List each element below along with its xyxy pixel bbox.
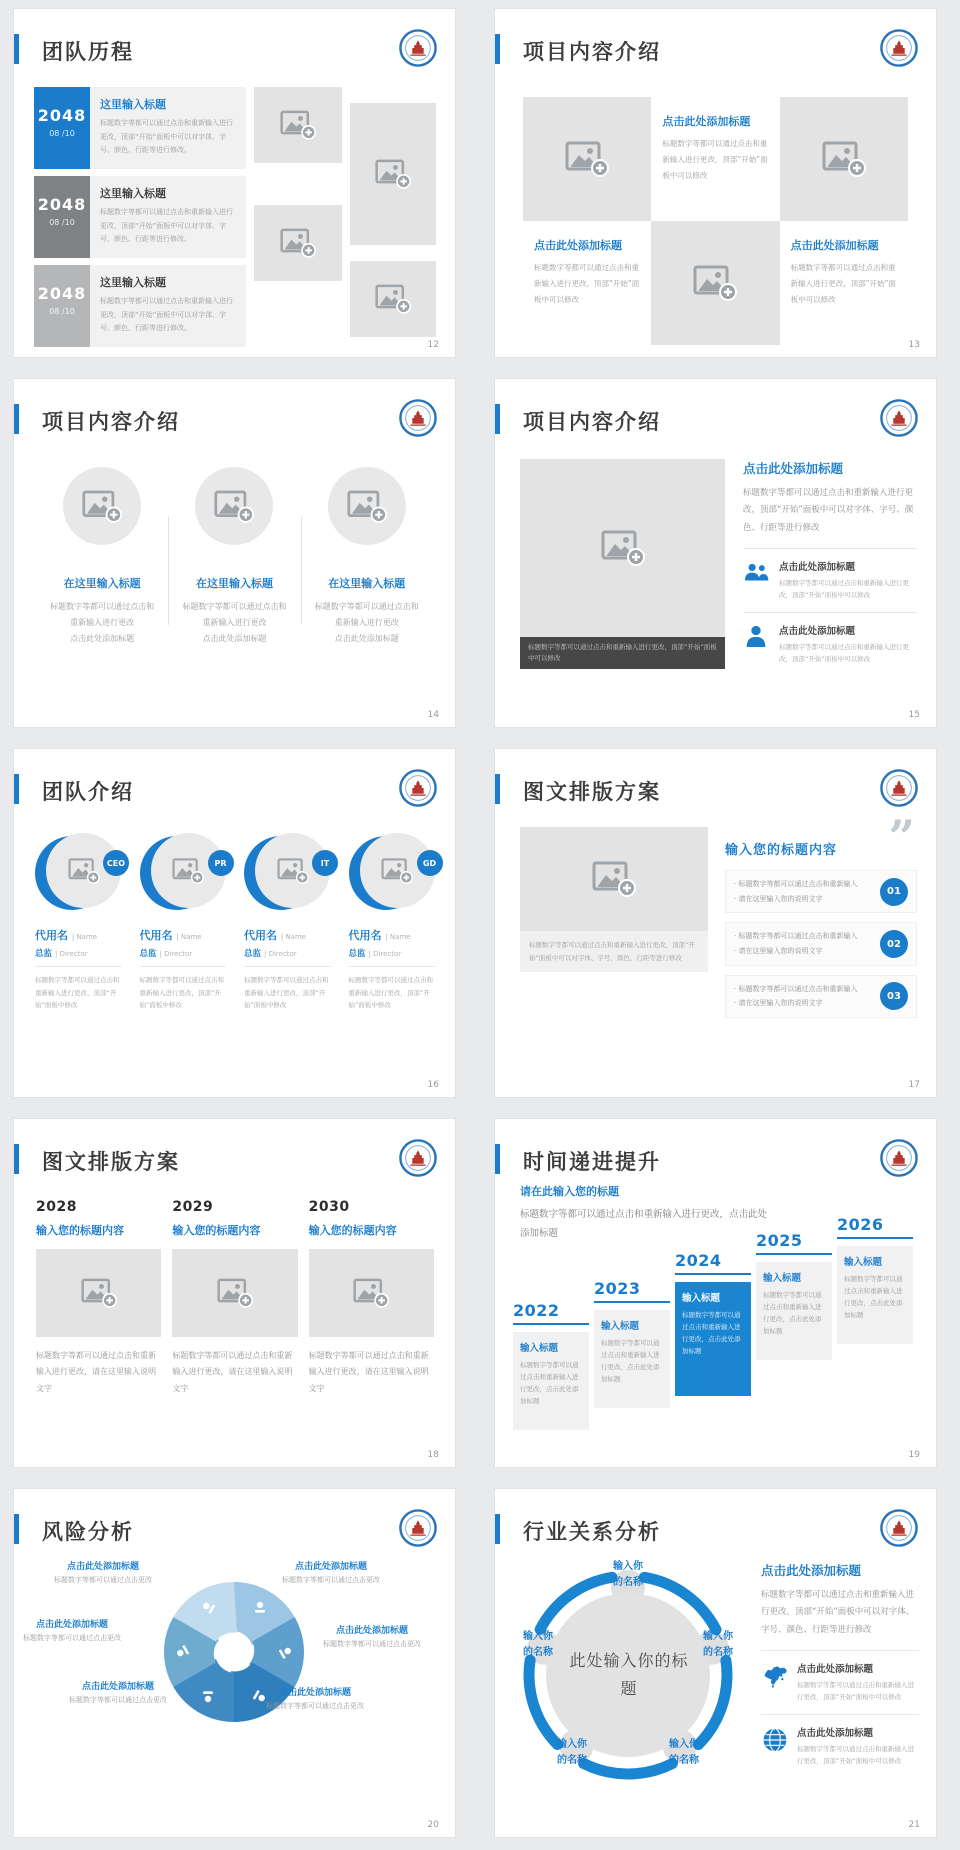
page-number: 12: [427, 340, 439, 350]
image-with-caption: [520, 827, 708, 972]
image-placeholder-icon: [601, 530, 645, 566]
risk-label-heading: 点击此处添加标题: [66, 1562, 139, 1572]
accent-bar: [14, 1514, 19, 1544]
image-placeholder: [172, 1249, 297, 1337]
member-card: [26, 833, 131, 1012]
circle-column: [168, 467, 300, 647]
page-number: 19: [908, 1450, 920, 1460]
image-placeholder-icon: [280, 110, 316, 140]
slide-title: 项目内容介绍: [523, 40, 661, 64]
image-placeholder: [520, 459, 725, 637]
image-placeholder: [254, 205, 342, 281]
image-placeholder-circle: [328, 467, 406, 545]
member-body: 标题数字等都可以通过点击和重新输入进行更改，顶部“开始”面板中修改: [139, 976, 224, 1010]
step-heading: 输入标题: [601, 1321, 640, 1332]
image-placeholder-icon: [217, 1278, 253, 1308]
image-placeholder: [309, 1249, 434, 1337]
circle-column: [301, 467, 433, 647]
timeline-year: 2048: [37, 195, 87, 214]
icon-item-body: 标题数字等都可以通过点击和重新输入进行更改，顶部“开始”面板中可以修改: [797, 1745, 914, 1766]
column-heading: 在这里输入标题: [195, 577, 273, 590]
wheel-petal-label: 输入你的名称: [523, 1631, 553, 1658]
cell-heading: 点击此处添加标题: [662, 115, 751, 128]
school-logo-icon: [399, 1139, 437, 1177]
column-body-line1: 标题数字等都可以通过点击和重新输入进行更改: [182, 602, 287, 627]
timeline-step: [756, 1231, 832, 1360]
year-columns: [36, 1199, 434, 1397]
image-placeholder-icon: [565, 141, 609, 177]
accent-bar: [495, 1514, 500, 1544]
cell-body: 标题数字等都可以通过点击和重新输入进行更改，顶部“开始”面板中可以修改: [534, 263, 640, 304]
member-avatar: [349, 833, 435, 915]
member-card: [235, 833, 340, 1012]
china-map-icon: [761, 1661, 797, 1703]
icon-item-heading: 点击此处添加标题: [797, 1728, 874, 1740]
wheel-center-title: 此处输入你的标题: [569, 1651, 689, 1698]
image-placeholder-icon: [592, 861, 636, 897]
step-year: 2025: [756, 1231, 832, 1255]
cell-body: 标题数字等都可以通过点击和重新输入进行更改，顶部“开始”面板中可以修改: [790, 263, 896, 304]
slide-title: 项目内容介绍: [42, 410, 180, 434]
timeline-date: 08 /10: [49, 129, 75, 138]
bullet-line: · 标题数字等都可以通过点击和重新输入: [734, 880, 858, 888]
member-avatar: [35, 833, 126, 915]
image-placeholder: [254, 87, 342, 163]
image-placeholder: [523, 97, 651, 221]
timeline-row: [34, 176, 246, 258]
intro-heading: 请在此输入您的标题: [520, 1185, 619, 1198]
icon-item-heading: 点击此处添加标题: [779, 626, 856, 638]
wheel-petal-label: 输入你的名称: [669, 1739, 699, 1766]
risk-label: [58, 1679, 178, 1705]
vertical-divider: [168, 517, 169, 625]
member-role-en: | Director: [368, 950, 402, 958]
detail-body: 标题数字等都可以通过点击和重新输入进行更改，顶部“开始”面板中可以对字体、字号、颜色、行距等进行修改: [743, 488, 914, 533]
role-badge: PR: [208, 850, 234, 876]
risk-label-body: 标题数字等都可以通过点击更改: [69, 1696, 167, 1704]
column-heading: 在这里输入标题: [328, 577, 406, 590]
timeline-heading: 这里输入标题: [100, 276, 166, 289]
page-number: 15: [908, 710, 920, 720]
timeline-step: [513, 1301, 589, 1430]
slide-title: 风险分析: [42, 1520, 134, 1544]
circle-column: [36, 467, 168, 647]
page-number: 16: [427, 1080, 439, 1090]
member-role-en: | Director: [54, 950, 88, 958]
page-number: 21: [908, 1820, 920, 1830]
column-body-line1: 标题数字等都可以通过点击和重新输入进行更改: [314, 602, 419, 627]
page-number: 14: [427, 710, 439, 720]
cell-heading: 点击此处添加标题: [790, 239, 879, 252]
number-badge: 02: [880, 930, 908, 958]
member-name: [244, 927, 331, 943]
slide-layout-numbered[interactable]: [495, 749, 936, 1097]
icon-item-heading: 点击此处添加标题: [779, 562, 856, 574]
timeline-body: 标题数字等都可以通过点击和重新输入进行更改，顶部“开始”面板中可以对字体、字号、颜色、行距等进行修改。: [100, 208, 233, 244]
step-card: [594, 1310, 670, 1408]
image-placeholder: [350, 103, 436, 245]
accent-bar: [14, 1144, 19, 1174]
numbered-item-lines: [734, 929, 880, 958]
step-body: 标题数字等都可以通过点击和重新输入进行更改，点击此处添加标题: [520, 1361, 579, 1406]
timeline-year: 2048: [37, 106, 87, 125]
member-name-cn: 代用名: [348, 929, 382, 942]
step-year: 2022: [513, 1301, 589, 1325]
accent-bar: [14, 404, 19, 434]
member-name-en: | Name: [385, 933, 411, 941]
column-body: [313, 599, 421, 647]
school-logo-icon: [399, 1509, 437, 1547]
timeline-date: 08 /10: [49, 218, 75, 227]
school-logo-icon: [399, 29, 437, 67]
member-role-cn: 总监: [35, 949, 53, 959]
role-badge: IT: [312, 850, 338, 876]
member-role: [140, 947, 227, 967]
year-heading: 输入您的标题内容: [172, 1224, 261, 1237]
member-body: 标题数字等都可以通过点击和重新输入进行更改，顶部“开始”面板中修改: [35, 976, 120, 1010]
image-placeholder: [350, 261, 436, 337]
wheel-petal-label: 输入你的名称: [613, 1561, 643, 1588]
timeline-text: [90, 87, 246, 169]
risk-label-heading: 点击此处添加标题: [294, 1562, 367, 1572]
icon-item-body: 标题数字等都可以通过点击和重新输入进行更改，顶部“开始”面板中可以修改: [779, 643, 909, 664]
person-icon: [743, 623, 779, 665]
icon-list-item: [761, 1650, 919, 1703]
timeline-text: [90, 265, 246, 347]
slide-time-progression[interactable]: [495, 1119, 936, 1467]
school-logo-icon: [880, 29, 918, 67]
year-heading: 输入您的标题内容: [308, 1224, 397, 1237]
step-year: 2023: [594, 1279, 670, 1303]
icon-list-item: [743, 612, 917, 665]
accent-bar: [14, 34, 19, 64]
image-placeholder-circle: [195, 467, 273, 545]
detail-heading: 点击此处添加标题: [743, 461, 844, 476]
column-body-line2: 点击此处添加标题: [202, 634, 267, 643]
slide-header: [495, 1489, 936, 1559]
image-placeholder: [780, 97, 908, 221]
page-number: 20: [427, 1820, 439, 1830]
image-placeholder-icon: [214, 490, 254, 523]
intro-body: 标题数字等都可以通过点击和重新输入进行更改，点击此处添加标题: [520, 1209, 768, 1239]
timeline-date: 08 /10: [49, 307, 75, 316]
timeline-step: [837, 1215, 913, 1344]
slide-industry-relations[interactable]: [495, 1489, 936, 1837]
slide-header: [14, 1489, 455, 1559]
image-placeholder-icon: [68, 858, 100, 884]
timeline-date-block: [34, 265, 90, 347]
icon-item-text: [797, 1661, 919, 1703]
image-placeholder-icon: [82, 490, 122, 523]
bullet-line: · 标题数字等都可以通过点击和重新输入: [734, 984, 858, 993]
alternating-grid: [523, 97, 908, 345]
numbered-item: [725, 870, 917, 913]
risk-label-body: 标题数字等都可以通过点击更改: [54, 1576, 152, 1584]
slide-project-intro-circles[interactable]: [14, 379, 455, 727]
image-with-caption: [520, 459, 725, 669]
detail-column: [743, 459, 917, 665]
detail-column: [761, 1561, 919, 1767]
slide-project-intro-grid[interactable]: [495, 9, 936, 357]
timeline-year: 2048: [37, 284, 87, 303]
member-role-cn: 总监: [348, 949, 366, 959]
slide-layout-years[interactable]: [14, 1119, 455, 1467]
member-name-en: | Name: [280, 933, 307, 941]
school-logo-icon: [880, 769, 918, 807]
risk-label-body: 标题数字等都可以通过点击更改: [323, 1640, 421, 1648]
column-body-line2: 点击此处添加标题: [334, 634, 399, 643]
timeline-step: [594, 1279, 670, 1408]
step-heading: 输入标题: [520, 1343, 559, 1354]
timeline-heading: 这里输入标题: [100, 98, 166, 111]
image-placeholder: [520, 827, 708, 931]
timeline-date-block: [34, 87, 90, 169]
timeline-body: 标题数字等都可以通过点击和重新输入进行更改，顶部“开始”面板中可以对字体、字号、颜色、行距等进行修改。: [100, 119, 233, 155]
slide-header: [14, 9, 455, 79]
slide-header: [495, 749, 936, 819]
page-number: 13: [908, 340, 920, 350]
accent-bar: [495, 404, 500, 434]
step-body: 标题数字等都可以通过点击和重新输入进行更改，点击此处添加标题: [844, 1275, 903, 1320]
role-badge: GD: [417, 850, 443, 876]
year-column: [172, 1199, 297, 1397]
school-logo-icon: [880, 399, 918, 437]
risk-label-heading: 点击此处添加标题: [278, 1688, 351, 1698]
page-number: 17: [908, 1080, 920, 1090]
member-name-cn: 代用名: [139, 929, 173, 942]
step-card: [675, 1282, 751, 1396]
member-role: [349, 947, 436, 967]
step-year: 2026: [837, 1215, 913, 1239]
detail-body: 标题数字等都可以通过点击和重新输入进行更改，顶部“开始”面板中可以对字体、字号、颜色、行距等进行修改: [761, 1590, 915, 1635]
icon-item-text: [779, 623, 917, 665]
wheel-petal-label: 输入你的名称: [703, 1631, 733, 1658]
step-card: [513, 1332, 589, 1430]
timeline-text: [90, 176, 246, 258]
timeline-body: 标题数字等都可以通过点击和重新输入进行更改，顶部“开始”面板中可以对字体、字号、颜色、行距等进行修改。: [100, 297, 233, 333]
member-list: [26, 833, 444, 1012]
grid-text-cell: [651, 97, 779, 221]
bullet-line: · 请在这里输入您的说明文字: [734, 947, 823, 956]
image-placeholder: [36, 1249, 161, 1337]
image-caption: 标题数字等都可以通过点击和重新输入进行更改，顶部“开始”面板中可以修改: [520, 637, 725, 669]
number-badge: 01: [880, 878, 908, 906]
risk-label-body: 标题数字等都可以通过点击更改: [23, 1634, 121, 1642]
accent-bar: [495, 1144, 500, 1174]
column-heading: 在这里输入标题: [63, 577, 141, 590]
member-body: 标题数字等都可以通过点击和重新输入进行更改，顶部“开始”面板中修改: [244, 976, 329, 1010]
accent-bar: [495, 774, 500, 804]
risk-label: [16, 1617, 128, 1643]
detail-heading: 点击此处添加标题: [761, 1563, 862, 1578]
member-role-en: | Director: [159, 950, 193, 958]
timeline-date-block: [34, 176, 90, 258]
image-placeholder-icon: [375, 159, 411, 189]
numbered-item: [725, 922, 917, 965]
risk-label-heading: 点击此处添加标题: [81, 1682, 154, 1692]
wheel-petal-label: 输入你的名称: [557, 1739, 587, 1766]
timeline-row: [34, 87, 246, 169]
column-body: [48, 599, 156, 647]
image-placeholder-icon: [822, 141, 866, 177]
step-body: 标题数字等都可以通过点击和重新输入进行更改，点击此处添加标题: [601, 1339, 660, 1384]
member-role: [244, 947, 331, 967]
image-placeholder-icon: [81, 1278, 117, 1308]
image-placeholder-icon: [353, 1278, 389, 1308]
step-heading: 输入标题: [844, 1257, 883, 1268]
icon-item-text: [797, 1725, 919, 1767]
numbered-item: [725, 975, 917, 1018]
slide-project-intro-detail[interactable]: [495, 379, 936, 727]
icon-list-item: [761, 1714, 919, 1767]
risk-label: [308, 1623, 436, 1649]
numbered-item-lines: [734, 982, 880, 1011]
bullet-line: · 请在这里输入您的说明文字: [734, 999, 823, 1008]
year-label: 2028: [36, 1199, 77, 1215]
image-placeholder-icon: [381, 858, 413, 884]
accent-bar: [495, 34, 500, 64]
bullet-line: · 标题数字等都可以通过点击和重新输入: [734, 932, 858, 941]
bullet-line: · 请在这里输入您的说明文字: [734, 894, 823, 903]
member-name: [35, 927, 122, 943]
icon-item-body: 标题数字等都可以通过点击和重新输入进行更改，顶部“开始”面板中可以修改: [797, 1681, 914, 1702]
year-label: 2029: [172, 1199, 214, 1215]
three-circle-columns: [36, 467, 433, 647]
numbered-list-column: [725, 810, 917, 1018]
school-logo-icon: [880, 1509, 918, 1547]
slide-header: [14, 379, 455, 449]
slide-team-members[interactable]: [14, 749, 455, 1097]
image-placeholder: [651, 221, 779, 345]
member-name: [349, 927, 436, 943]
risk-label: [252, 1685, 378, 1711]
member-name: [140, 927, 227, 943]
member-card: [340, 833, 445, 1012]
image-placeholder-circle: [63, 467, 141, 545]
year-label: 2030: [308, 1199, 350, 1215]
member-name-cn: 代用名: [35, 929, 68, 942]
accent-bar: [14, 774, 19, 804]
slide-title: 行业关系分析: [523, 1520, 661, 1544]
risk-label: [42, 1559, 164, 1585]
grid-text-cell: [780, 221, 908, 345]
page-number: 18: [427, 1450, 439, 1460]
slide-risk-analysis[interactable]: [14, 1489, 455, 1837]
member-body: 标题数字等都可以通过点击和重新输入进行更改，顶部“开始”面板中修改: [348, 976, 433, 1010]
slide-header: [495, 9, 936, 79]
timeline-step-highlighted: [675, 1251, 751, 1396]
step-heading: 输入标题: [682, 1293, 721, 1304]
risk-label-body: 标题数字等都可以通过点击更改: [282, 1576, 380, 1584]
member-role: [35, 947, 122, 967]
step-body: 标题数字等都可以通过点击和重新输入进行更改，点击此处添加标题: [682, 1311, 741, 1356]
column-body-line1: 标题数字等都可以通过点击和重新输入进行更改: [50, 602, 155, 627]
slide-title: 项目内容介绍: [523, 410, 661, 434]
relation-wheel-diagram: [511, 1553, 751, 1803]
icon-item-heading: 点击此处添加标题: [797, 1664, 874, 1676]
image-caption: 标题数字等都可以通过点击和重新输入进行更改，顶部“开始”面板中可以对字体、字号、颜色、行距等进行修改: [520, 931, 708, 972]
icon-item-text: [779, 559, 917, 601]
column-body: [180, 599, 288, 647]
risk-label: [266, 1559, 396, 1585]
member-role-cn: 总监: [139, 949, 157, 959]
number-badge: 03: [880, 982, 908, 1010]
slide-team-history[interactable]: [14, 9, 455, 357]
risk-label-body: 标题数字等都可以通过点击更改: [266, 1702, 364, 1710]
slide-header: [14, 749, 455, 819]
step-year: 2024: [675, 1251, 751, 1275]
step-body: 标题数字等都可以通过点击和重新输入进行更改，点击此处添加标题: [763, 1291, 822, 1336]
step-card: [756, 1262, 832, 1360]
year-column: [309, 1199, 434, 1397]
role-badge: CEO: [103, 850, 129, 876]
quote-icon: ”: [888, 810, 915, 864]
slide-title: 团队历程: [42, 40, 134, 64]
school-logo-icon: [399, 399, 437, 437]
timeline-list: [34, 87, 246, 354]
slide-title: 团队介绍: [42, 780, 134, 804]
cell-body: 标题数字等都可以通过点击和重新输入进行更改，顶部“开始”面板中可以修改: [662, 139, 768, 180]
image-placeholder-icon: [280, 228, 316, 258]
slide-header: [495, 379, 936, 449]
people-icon: [743, 559, 779, 601]
slide-title: 时间递进提升: [523, 1150, 661, 1174]
year-column: [36, 1199, 161, 1397]
member-name-en: | Name: [176, 933, 202, 941]
member-avatar: [244, 833, 330, 915]
year-body: 标题数字等都可以通过点击和重新输入进行更改，请在这里输入说明文字: [36, 1351, 156, 1393]
risk-label-heading: 点击此处添加标题: [35, 1620, 108, 1630]
icon-list-item: [743, 548, 917, 601]
slide-header: [14, 1119, 455, 1189]
slide-title: 图文排版方案: [42, 1150, 180, 1174]
column-body-line2: 点击此处添加标题: [70, 634, 135, 643]
member-name-en: | Name: [71, 933, 98, 941]
member-role-cn: 总监: [244, 949, 262, 959]
globe-icon: [761, 1725, 797, 1767]
step-heading: 输入标题: [763, 1273, 802, 1284]
timeline-heading: 这里输入标题: [100, 187, 166, 200]
image-placeholder-icon: [277, 858, 309, 884]
grid-text-cell: [523, 221, 651, 345]
timeline-row: [34, 265, 246, 347]
risk-label-heading: 点击此处添加标题: [335, 1626, 408, 1636]
step-card: [837, 1246, 913, 1344]
image-placeholder-icon: [375, 284, 411, 314]
year-step-timeline: [513, 1119, 925, 1467]
school-logo-icon: [399, 769, 437, 807]
year-body: 标题数字等都可以通过点击和重新输入进行更改，请在这里输入说明文字: [172, 1351, 293, 1393]
member-name-cn: 代用名: [244, 929, 277, 942]
image-placeholder-icon: [347, 490, 387, 523]
cell-heading: 点击此处添加标题: [534, 239, 622, 252]
member-avatar: [140, 833, 226, 915]
year-body: 标题数字等都可以通过点击和重新输入进行更改，请在这里输入说明文字: [308, 1351, 429, 1393]
numbered-item-lines: [734, 877, 880, 906]
icon-item-body: 标题数字等都可以通过点击和重新输入进行更改，顶部“开始”面板中可以修改: [779, 579, 909, 600]
member-card: [131, 833, 236, 1012]
image-placeholder-icon: [693, 265, 737, 301]
vertical-divider: [301, 517, 302, 625]
year-heading: 输入您的标题内容: [36, 1224, 124, 1237]
member-role-en: | Director: [263, 950, 297, 958]
slide-title: 图文排版方案: [523, 780, 661, 804]
image-placeholder-icon: [172, 858, 204, 884]
list-heading: 输入您的标题内容: [725, 843, 838, 858]
